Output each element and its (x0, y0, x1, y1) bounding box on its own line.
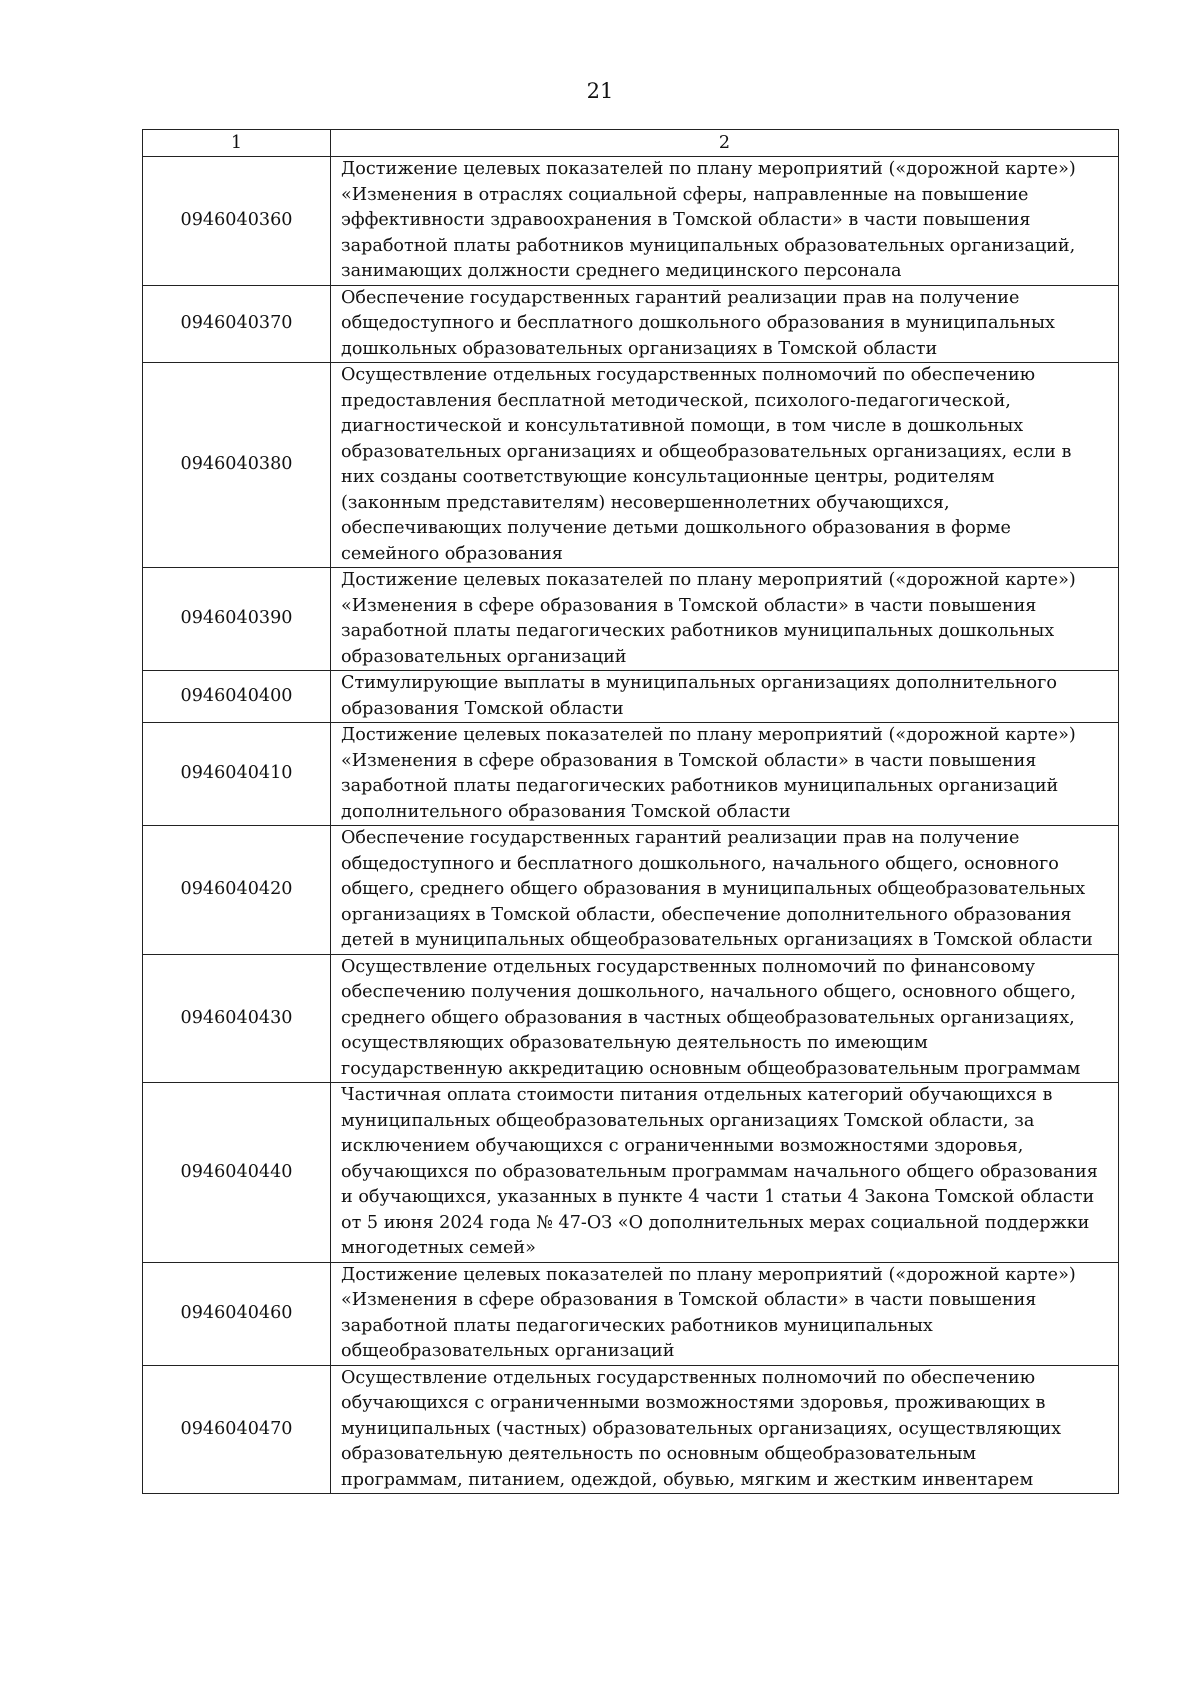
row-description: Стимулирующие выплаты в муниципальных организациях дополнительного образования Томской области (331, 671, 1119, 723)
row-code: 0946040400 (143, 671, 331, 723)
table-row (143, 363, 1119, 568)
row-code: 0946040440 (143, 1083, 331, 1263)
row-description: Осуществление отдельных государственных полномочий по обеспечению обучающихся с ограниченными возможностями здоровья, проживающих в муниципальных (частных) образовательных организациях, осуществляющих образовательную деятельность по основным общеобразовательным программам, питанием, одеждой, обувью, мягким и жестким инвентарем (331, 1365, 1119, 1494)
column-header-description: 2 (331, 130, 1119, 157)
row-code: 0946040430 (143, 954, 331, 1083)
row-description: Частичная оплата стоимости питания отдельных категорий обучающихся в муниципальных общеобразовательных организациях Томской области, за исключением обучающихся с ограниченными возможностями здоровья, обучающихся по образовательным программам начального общего образования и обучающихся, указанных в пункте 4 части 1 статьи 4 Закона Томской области от 5 июня 2024 года № 47-ОЗ «О дополнительных мерах социальной поддержки многодетных семей» (331, 1083, 1119, 1263)
row-description: Обеспечение государственных гарантий реализации прав на получение общедоступного и бесплатного дошкольного образования в муниципальных дошкольных образовательных организациях в Томской области (331, 285, 1119, 363)
row-description: Достижение целевых показателей по плану мероприятий («дорожной карте») «Изменения в отраслях социальной сферы, направленные на повышение эффективности здравоохранения в Томской области» в части повышения заработной платы работников муниципальных образовательных организаций, занимающих должности среднего медицинского персонала (331, 157, 1119, 286)
budget-codes-table (142, 129, 1119, 1494)
column-header-code: 1 (143, 130, 331, 157)
row-code: 0946040360 (143, 157, 331, 286)
row-code: 0946040380 (143, 363, 331, 568)
table-row (143, 954, 1119, 1083)
table-body (143, 157, 1119, 1494)
row-code: 0946040370 (143, 285, 331, 363)
row-description: Достижение целевых показателей по плану мероприятий («дорожной карте») «Изменения в сфере образования в Томской области» в части повышения заработной платы педагогических работников муниципальных общеобразовательных организаций (331, 1262, 1119, 1365)
page-number: 21 (586, 79, 614, 103)
row-description: Осуществление отдельных государственных полномочий по обеспечению предоставления бесплатной методической, психолого-педагогической, диагностической и консультативной помощи, в том числе в дошкольных образовательных организациях и общеобразовательных организациях, если в них созданы соответствующие консультационные центры, родителям (законным представителям) несовершеннолетних обучающихся, обеспечивающих получение детьми дошкольного образования в форме семейного образования (331, 363, 1119, 568)
table-row (143, 157, 1119, 286)
table-row (143, 1083, 1119, 1263)
row-code: 0946040390 (143, 568, 331, 671)
row-description: Достижение целевых показателей по плану мероприятий («дорожной карте») «Изменения в сфере образования в Томской области» в части повышения заработной платы педагогических работников муниципальных дошкольных образовательных организаций (331, 568, 1119, 671)
row-code: 0946040410 (143, 723, 331, 826)
table-row (143, 1365, 1119, 1494)
row-code: 0946040460 (143, 1262, 331, 1365)
row-code: 0946040420 (143, 826, 331, 955)
table-header (143, 130, 1119, 157)
table-row (143, 723, 1119, 826)
row-code: 0946040470 (143, 1365, 331, 1494)
table-row (143, 1262, 1119, 1365)
row-description: Обеспечение государственных гарантий реализации прав на получение общедоступного и бесплатного дошкольного, начального общего, основного общего, среднего общего образования в муниципальных общеобразовательных организациях в Томской области, обеспечение дополнительного образования детей в муниципальных общеобразовательных организациях в Томской области (331, 826, 1119, 955)
row-description: Осуществление отдельных государственных полномочий по финансовому обеспечению получения дошкольного, начального общего, основного общего, среднего общего образования в частных общеобразовательных организациях, осуществляющих образовательную деятельность по имеющим государственную аккредитацию основным общеобразовательным программам (331, 954, 1119, 1083)
table-row (143, 568, 1119, 671)
row-description: Достижение целевых показателей по плану мероприятий («дорожной карте») «Изменения в сфере образования в Томской области» в части повышения заработной платы педагогических работников муниципальных организаций дополнительного образования Томской области (331, 723, 1119, 826)
table-row (143, 285, 1119, 363)
table-row (143, 671, 1119, 723)
table-header-row (143, 130, 1119, 157)
table-row (143, 826, 1119, 955)
